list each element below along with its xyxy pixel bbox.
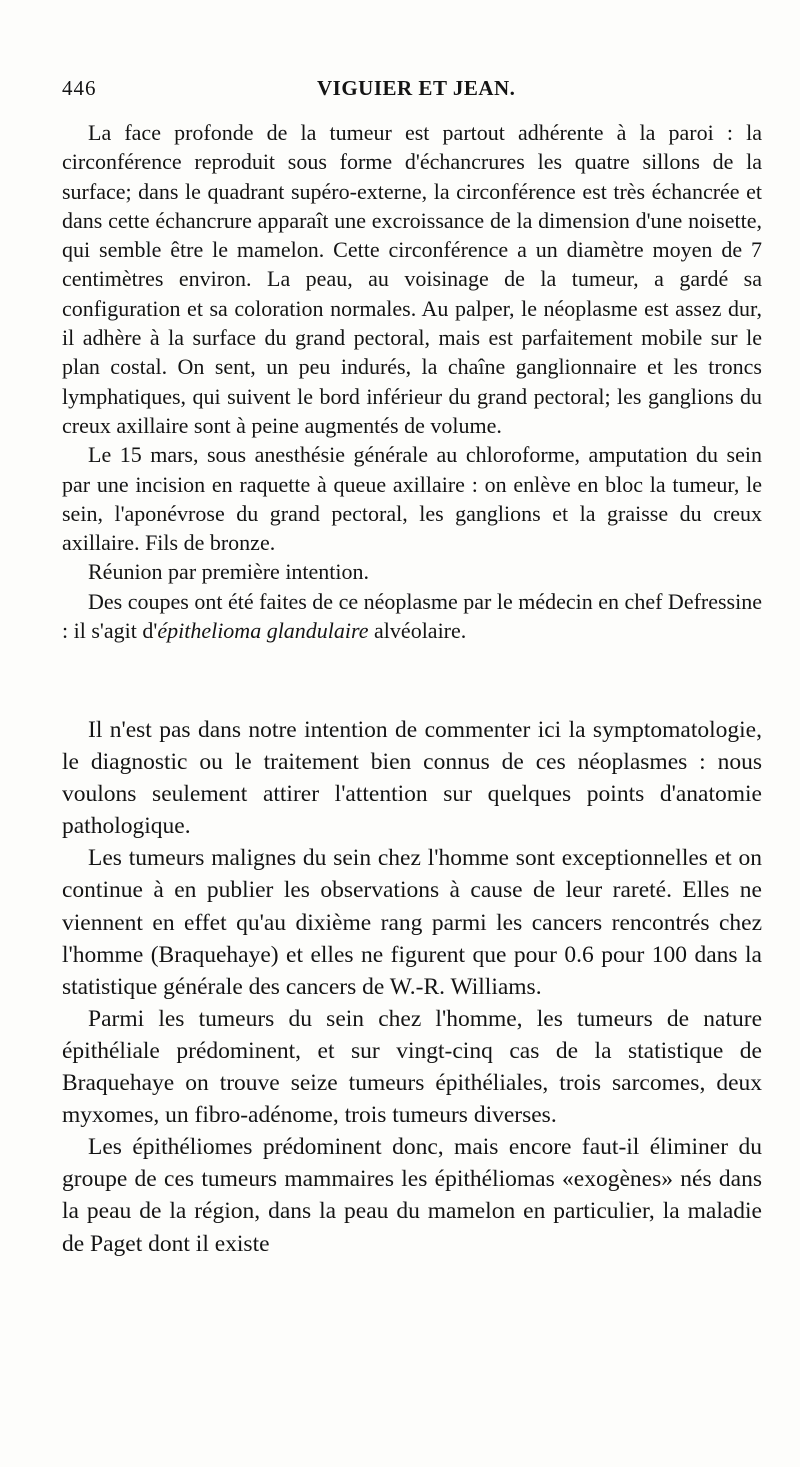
case-paragraph-2: Le 15 mars, sous anesthésie générale au chloroforme, amputation du sein par une incision en raquette à queue axillaire : on enlève en bloc la tumeur, le sein, l'aponévrose du grand pectoral, les ganglions et la graisse du creux axillaire. Fils de bronze. — [62, 442, 762, 556]
page-header — [62, 76, 762, 106]
discussion-paragraph-3: Parmi les tumeurs du sein chez l'homme, les tumeurs de nature épithéliale prédominent, et sur vingt-cinq cas de la statistique de Braquehaye on trouve seize tumeurs épithéliales, trois sarcomes, deux myxomes, un fibro-adénome, trois tumeurs diverses. — [62, 1005, 762, 1129]
case-paragraph-3: Réunion par première intention. — [88, 559, 370, 585]
histology-text-after: alvéolaire. — [368, 618, 467, 644]
case-paragraph-1: La face profonde de la tumeur est partout adhérente à la paroi : la circonférence reproduit sous forme d'échancrures les quatre sillons de la surface; dans le quadrant supéro-externe, la circonférence est très échancrée et dans cette échancrure apparaît une excroissance de la dimension d'une noisette, qui semble être le mamelon. Cette circonférence a un diamètre moyen de 7 centimètres environ. La peau, au voisinage de la tumeur, a gardé sa configuration et sa coloration normales. Au palper, le néoplasme est assez dur, il adhère à la surface du grand pectoral, mais est parfaitement mobile sur le plan costal. On sent, un peu indurés, la chaîne ganglionnaire et les troncs lymphatiques, qui suivent le bord inférieur du grand pectoral; les ganglions du creux axillaire sont à peine augmentés de volume. — [62, 120, 762, 438]
discussion-paragraph-1: Il n'est pas dans notre intention de commenter ici la symptomatologie, le diagnostic ou le traitement bien connus de ces néoplasmes : nous voulons seulement attirer l'attention sur quelques points d'anatomie pathologique. — [62, 717, 762, 840]
running-title: VIGUIER ET JEAN. — [317, 76, 516, 100]
case-paragraph-4 — [62, 587, 762, 646]
discussion-paragraph-2: Les tumeurs malignes du sein chez l'homme sont exceptionnelles et on continue à en publier les observations à cause de leur rareté. Elles ne viennent en effet qu'au dixième rang parmi les cancers rencontrés chez l'homme (Braquehaye) et elles ne figurent que pour 0.6 pour 100 dans la statistique générale des cancers de W.-R. Williams. — [62, 845, 762, 1000]
discussion-text — [62, 714, 762, 1260]
case-report-text — [62, 118, 762, 645]
discussion-paragraph-4: Les épithéliomes prédominent donc, mais encore faut-il éliminer du groupe de ces tumeurs mammaires les épithéliomas «exogènes» nés dans la peau de la région, dans la peau du mamelon en particulier, la maladie de Paget dont il existe — [62, 1134, 762, 1257]
histology-diagnosis: épithelioma glandulaire — [157, 618, 369, 644]
histology-text-before: Des coupes ont été faites de ce néoplasme par le médecin en chef Defressine : il s'agit d' — [62, 588, 762, 644]
page-number: 446 — [62, 76, 97, 100]
